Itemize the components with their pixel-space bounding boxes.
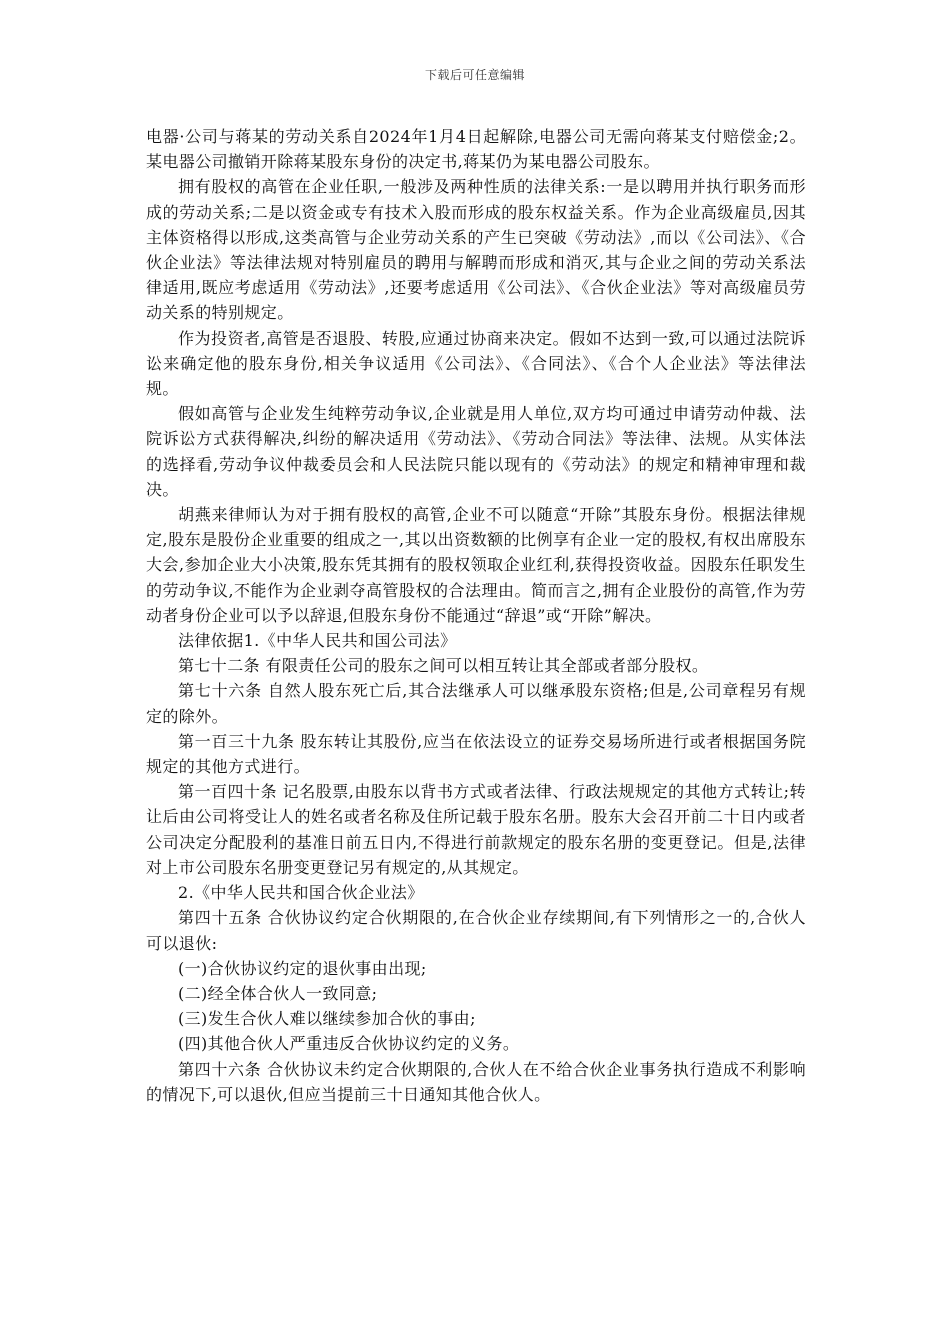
paragraph: 拥有股权的高管在企业任职,一般涉及两种性质的法律关系:一是以聘用并执行职务而形成的劳动关系;二是以资金或专有技术入股而形成的股东权益关系。作为企业高级雇员,因其主体资格得以形成,这类高管与企业劳动关系的产生已突破《劳动法》,而以《公司法》、《合伙企业法》等法律法规对特别雇员的聘用与解聘而形成和消灭,其与企业之间的劳动关系法律适用,既应考虑适用《劳动法》,还要考虑适用《公司法》、《合伙企业法》等对高级雇员劳动关系的特别规定。 (146, 177, 806, 323)
paragraph: 作为投资者,高管是否退股、转股,应通过协商来决定。假如不达到一致,可以通过法院诉讼来确定他的股东身份,相关争议适用《公司法》、《合同法》、《合个人企业法》等法律法规。 (146, 328, 806, 399)
article-140: 第一百四十条 记名股票,由股东以背书方式或者法律、行政法规规定的其他方式转让;转让后由公司将受让人的姓名或者名称及住所记载于股东名册。股东大会召开前二十日内或者公司决定分配股利的基准日前五日内,不得进行前款规定的股东名册的变更登记。但是,法律对上市公司股东名册变更登记另有规定的,从其规定。 (146, 782, 806, 877)
paragraph: 胡燕来律师认为对于拥有股权的高管,企业不可以随意“开除”其股东身份。根据法律规定,股东是股份企业重要的组成之一,其以出资数额的比例享有企业一定的股权,有权出席股东大会,参加企业大小决策,股东凭其拥有的股权领取企业红利,获得投资收益。因股东任职发生的劳动争议,不能作为企业剥夺高管股权的合法理由。简而言之,拥有企业股份的高管,作为劳动者身份企业可以予以辞退,但股东身份不能通过“辞退”或“开除”解决。 (146, 505, 806, 625)
document-body (146, 124, 806, 1107)
partnership-law-heading: 2.《中华人民共和国合伙企业法》 (178, 883, 424, 903)
article-76: 第七十六条 自然人股东死亡后,其合法继承人可以继承股东资格;但是,公司章程另有规定的除外。 (146, 681, 806, 726)
list-item: (二)经全体合伙人一致同意; (178, 983, 378, 1003)
paragraph: 假如高管与企业发生纯粹劳动争议,企业就是用人单位,双方均可通过申请劳动仲裁、法院诉讼方式获得解决,纠纷的解决适用《劳动法》、《劳动合同法》等法律、法规。从实体法的选择看,劳动争议仲裁委员会和人民法院只能以现有的《劳动法》的规定和精神审理和裁决。 (146, 404, 806, 499)
paragraph: 电器·公司与蒋某的劳动关系自2024年1月4日起解除,电器公司无需向蒋某支付赔偿金;2。某电器公司撤销开除蒋某股东身份的决定书,蒋某仍为某电器公司股东。 (146, 127, 806, 172)
legal-basis-heading: 法律依据1.《中华人民共和国公司法》 (178, 631, 457, 651)
article-139: 第一百三十九条 股东转让其股份,应当在依法设立的证券交易场所进行或者根据国务院规定的其他方式进行。 (146, 731, 806, 777)
page-header: 下载后可任意编辑 (424, 68, 525, 82)
article-45: 第四十五条 合伙协议约定合伙期限的,在合伙企业存续期间,有下列情形之一的,合伙人可以退伙: (146, 908, 806, 953)
list-item: (三)发生合伙人难以继续参加合伙的事由; (178, 1009, 476, 1029)
list-item: (一)合伙协议约定的退伙事由出现; (178, 958, 427, 978)
list-item: (四)其他合伙人严重违反合伙协议约定的义务。 (178, 1034, 520, 1054)
article-72: 第七十二条 有限责任公司的股东之间可以相互转让其全部或者部分股权。 (178, 656, 709, 676)
article-46: 第四十六条 合伙协议未约定合伙期限的,合伙人在不给合伙企业事务执行造成不利影响的情况下,可以退伙,但应当提前三十日通知其他合伙人。 (146, 1059, 806, 1104)
